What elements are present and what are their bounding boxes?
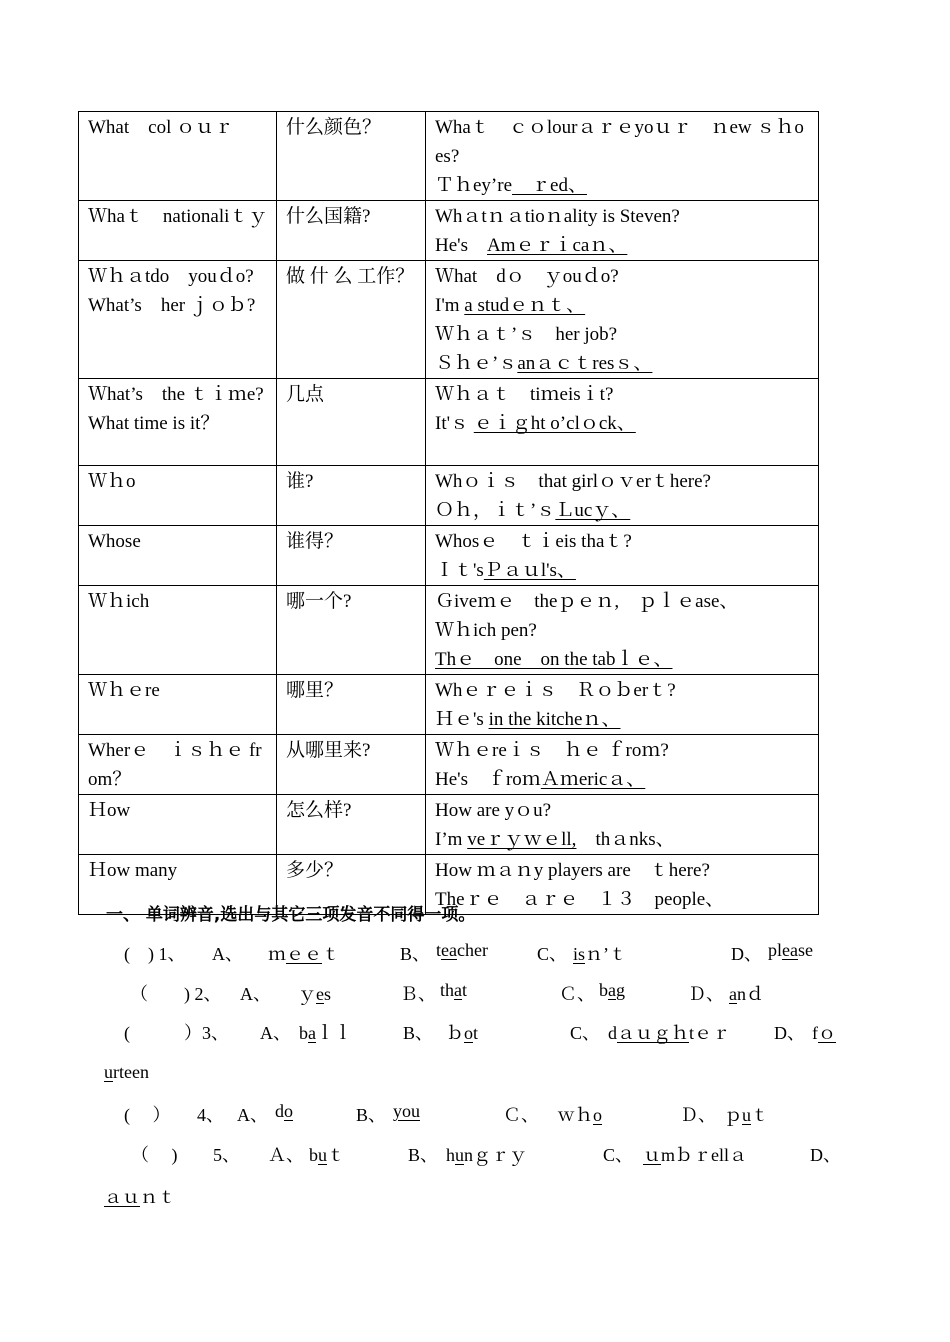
example-line (435, 262, 810, 291)
word-part: ｙ (298, 984, 316, 1004)
option-word (446, 1141, 527, 1167)
example-text: It'ｓ (435, 413, 474, 434)
word-part: b (309, 1145, 318, 1165)
underlined-letters: ａｕｇｈ (617, 1023, 689, 1043)
word-part: ｔ (322, 944, 340, 964)
question-number: （ ) 2、 (130, 984, 222, 1004)
question-word: What time is it？ (88, 413, 220, 434)
word-part: ｔ (327, 1145, 345, 1165)
question-word: Ｈow (88, 800, 131, 821)
table-row (79, 201, 819, 261)
example-line (435, 202, 810, 231)
question-row (0, 1019, 950, 1047)
underlined-letters: a (608, 980, 616, 1000)
answer-underlined: a studｅｎｔ、 (464, 295, 586, 316)
word-part: ｐ (724, 1105, 742, 1125)
example-text: Whaｔ ｃｏlourａｒｅyoｕｒ ｎew ｓｈoes? (435, 117, 804, 167)
option-letter: B、 (356, 1105, 387, 1125)
question-row (0, 1141, 950, 1169)
word-part: t (473, 1023, 479, 1043)
word-part: ｎｔ (140, 1187, 176, 1207)
underlined-letters: o (464, 1023, 473, 1043)
example-line (435, 291, 810, 320)
example-text: Whｅｒｅｉｓ Ｒｏｂerｔ? (435, 680, 676, 701)
option-word (298, 980, 331, 1006)
question-word-cell (79, 526, 277, 586)
example-text: Ｉｔ's (435, 560, 484, 581)
underlined-letters: u (104, 1062, 113, 1082)
example-line (435, 676, 810, 705)
example-cell (426, 795, 819, 855)
underlined-letters: ea (441, 940, 457, 960)
option-letter: B、 (403, 1023, 434, 1043)
meaning-cell: 谁得？ (277, 526, 426, 586)
question-word-cell (79, 795, 277, 855)
question-word-cell (79, 466, 277, 526)
example-line (435, 825, 810, 854)
option-letter: Ｃ、 (503, 1105, 539, 1125)
example-line (435, 113, 810, 171)
example-text: Ｇiveｍｅ theｐｅｎ, ｐｌｅase、 (435, 591, 739, 612)
example-text: Ｈｅ's (435, 709, 489, 730)
question-word: Ｗｈich (88, 591, 150, 612)
example-text: Ｗｈich pen? (435, 620, 537, 641)
example-line (435, 409, 810, 438)
word-part: th (440, 980, 455, 1000)
example-cell (426, 261, 819, 379)
meaning-cell: 什么国籍? (277, 201, 426, 261)
option-letter: A、 (237, 1105, 268, 1125)
example-cell (426, 112, 819, 201)
question-word: Whose (88, 531, 141, 552)
example-line (435, 856, 810, 885)
underlined-letters: ｅｅ (286, 944, 322, 964)
example-text: How are yｏu? (435, 800, 552, 821)
question-row (0, 980, 950, 1008)
example-text: Ｗｈｅreｉｓ ｈｅ ｆroｍ? (435, 740, 669, 761)
word-part: f (812, 1023, 818, 1043)
option-word (643, 1141, 747, 1167)
option-word (724, 1101, 769, 1127)
word-part: tｅｒ (689, 1023, 731, 1043)
word-part: t (436, 940, 442, 960)
question-word-cell (79, 379, 277, 466)
example-text: thａnks、 (576, 829, 675, 850)
option-word (104, 1062, 149, 1083)
underlined-letters: o (593, 1105, 602, 1125)
example-text: Ｗhat dｏ ｙouｄo? (435, 266, 619, 287)
option-letter: C、 (603, 1145, 634, 1165)
underlined-letters: ａｕ (104, 1187, 140, 1207)
meaning-cell: 几点 (277, 379, 426, 466)
meaning-cell: 多少？ (277, 855, 426, 915)
option-word (729, 980, 764, 1006)
question-words-table (78, 111, 819, 915)
question-number: （ ) (131, 1145, 178, 1165)
question-word: Wherｅ ｉｓｈｅ from？ (88, 740, 262, 790)
example-line (435, 527, 810, 556)
example-line (435, 320, 810, 349)
option-letter: B、 (400, 944, 431, 964)
table-row (79, 795, 819, 855)
option-word (573, 940, 627, 966)
question-word-cell (79, 112, 277, 201)
example-cell (426, 466, 819, 526)
option-letter: C、 (570, 1023, 601, 1043)
example-line (435, 765, 810, 794)
underlined-letters: a (454, 980, 463, 1000)
underlined-letters: ｏ (818, 1023, 836, 1043)
example-text: Ｗｈａｔ tiｍeisｉt? (435, 384, 614, 405)
option-word (299, 1019, 352, 1045)
question-word-cell (79, 735, 277, 795)
example-text: Ｏｈ，ｉｔ’ｓ (435, 500, 556, 521)
answer-underlined: Ａｍericａ、 (540, 769, 646, 790)
section-title: 一、 单词辨音,选出与其它三项发音不同得一项。 (106, 905, 476, 925)
table-row (79, 675, 819, 735)
word-part: se (798, 940, 813, 960)
question-word-cell (79, 201, 277, 261)
answer-underlined: Thｅ one on the tabｌｅ、 (435, 649, 673, 670)
underlined-letters: e (316, 984, 324, 1004)
example-text: Ｔｈey’re (435, 175, 513, 196)
question-word: Ｗｈｅre (88, 680, 160, 701)
word-part: d (608, 1023, 617, 1043)
question-row (0, 940, 950, 968)
example-line (435, 171, 810, 200)
question-word: Ｗｈo (88, 471, 136, 492)
question-word: Ｗｈａtdo youｄo? (88, 266, 254, 287)
option-word (599, 980, 625, 1001)
meaning-cell: 谁? (277, 466, 426, 526)
answer-underlined: ｒed、 (512, 175, 587, 196)
option-letter: Ａ、 (268, 1145, 304, 1165)
example-text: Ｗｈａｔ’ｓ her job? (435, 324, 618, 345)
option-word (440, 980, 467, 1001)
example-text: Whａtｎａtioｎality is Steven? (435, 206, 680, 227)
answer-underlined: in the kitcheｎ、 (488, 709, 621, 730)
example-line (435, 587, 810, 616)
meaning-cell: 做 什 么 工作？ (277, 261, 426, 379)
word-part: h (446, 1145, 455, 1165)
meaning-cell: 哪里？ (277, 675, 426, 735)
word-part: ｂ (446, 1023, 464, 1043)
underlined-letters: u (455, 1145, 464, 1165)
option-word (812, 1019, 836, 1045)
example-line (435, 616, 810, 645)
option-word (768, 940, 813, 961)
example-text: Ｓｈｅ’ｓ (435, 353, 518, 374)
example-line (435, 380, 810, 409)
question-word-cell (79, 675, 277, 735)
example-cell (426, 735, 819, 795)
example-text: Whosｅ ｔｉeis thaｔ? (435, 531, 632, 552)
meaning-cell: 怎么样? (277, 795, 426, 855)
answer-underlined: Ｌucｙ、 (555, 500, 631, 521)
example-text: Theｒｅ ａｒｅ １３ people、 (435, 889, 725, 910)
table-row (79, 466, 819, 526)
option-letter: A、 (212, 944, 243, 964)
option-word (446, 1019, 478, 1045)
word-part: b (299, 1023, 308, 1043)
question-number: ( ）3、 (124, 1023, 229, 1043)
answer-underlined: ｅｉｇht o’clｏck、 (473, 413, 636, 434)
option-letter: B、 (408, 1145, 439, 1165)
word-part: ｗｈ (557, 1105, 593, 1125)
example-line (435, 796, 810, 825)
word-part: rteen (113, 1062, 149, 1082)
underlined-letters: ea (782, 940, 798, 960)
example-text: He's (435, 235, 487, 256)
question-word: Ｈow many (88, 860, 178, 881)
underlined-letters: u (742, 1105, 751, 1125)
question-number: 4、 (197, 1105, 224, 1125)
word-part: b (599, 980, 608, 1000)
underlined-letters: o (284, 1101, 293, 1121)
underlined-letters: you (393, 1101, 420, 1121)
example-cell (426, 586, 819, 675)
underlined-letters: ｕ (643, 1145, 661, 1165)
word-part: g (616, 980, 625, 1000)
underlined-letters: u (318, 1145, 327, 1165)
option-letter: Ｄ、 (688, 984, 724, 1004)
word-part: pl (768, 940, 783, 960)
option-word (608, 1019, 730, 1045)
option-letter: C、 (537, 944, 568, 964)
option-letter: Ｃ、 (559, 984, 595, 1004)
example-line (435, 467, 810, 496)
example-line (435, 736, 810, 765)
question-word: Ｗhaｔ nationaliｔｙ (88, 206, 268, 227)
table-row (79, 261, 819, 379)
question-word: What col ｏｕｒ (88, 117, 234, 138)
option-letter: D、 (774, 1023, 805, 1043)
option-letter: D、 (731, 944, 762, 964)
word-part: ｎ’ｔ (585, 944, 628, 964)
option-word (309, 1141, 345, 1167)
option-word (557, 1101, 602, 1127)
table-row (79, 526, 819, 586)
option-letter: A、 (260, 1023, 291, 1043)
example-cell (426, 675, 819, 735)
word-part: nｇｒｙ (464, 1145, 527, 1165)
example-text: I’m (435, 829, 468, 850)
option-word (268, 940, 340, 966)
example-line (435, 231, 810, 260)
example-cell (426, 855, 819, 915)
word-part: cher (457, 940, 488, 960)
underlined-letters: a (729, 984, 737, 1004)
example-line (435, 885, 810, 914)
underlined-letters: is (573, 944, 586, 964)
word-part: t (462, 980, 468, 1000)
word-part: ｌｌ (316, 1023, 352, 1043)
table-row (79, 586, 819, 675)
table-row (79, 379, 819, 466)
question-continuation (0, 1183, 950, 1211)
example-cell (426, 526, 819, 586)
example-cell (426, 201, 819, 261)
example-line (435, 556, 810, 585)
example-cell (426, 379, 819, 466)
question-number: ( ） (124, 1105, 171, 1125)
table-row (79, 112, 819, 201)
question-continuation (0, 1062, 950, 1090)
example-text: He's ｆroｍ (435, 769, 541, 790)
question-row (0, 1101, 950, 1129)
option-letter: D、 (810, 1145, 841, 1165)
meaning-cell: 哪一个? (277, 586, 426, 675)
table-row (79, 735, 819, 795)
question-number: 5、 (213, 1145, 240, 1165)
question-word-cell (79, 586, 277, 675)
option-word (436, 940, 488, 961)
answer-underlined: Ｐａｕl's、 (483, 560, 576, 581)
word-part: nｄ (737, 984, 764, 1004)
example-text: How ｍａｎy players are ｔhere? (435, 860, 710, 881)
option-letter: Ｄ、 (680, 1105, 716, 1125)
example-line (435, 645, 810, 674)
meaning-cell: 什么颜色？ (277, 112, 426, 201)
meaning-cell: 从哪里来? (277, 735, 426, 795)
word-part: s (324, 984, 332, 1004)
question-word: Ｗhat’s the ｔｉｍe? (88, 384, 264, 405)
option-word (393, 1101, 420, 1122)
question-word: What’s her ｊｏｂ? (88, 295, 256, 316)
underlined-letters: a (308, 1023, 316, 1043)
word-part: ｍ (268, 944, 286, 964)
example-text: Whｏｉｓ that girlｏｖerｔhere? (435, 471, 711, 492)
example-line (435, 705, 810, 734)
word-part: ｔ (751, 1105, 769, 1125)
example-line (435, 349, 810, 378)
example-line (435, 496, 810, 525)
answer-underlined: veｒｙｗｅll, (467, 829, 577, 850)
option-letter: Ｂ、 (400, 984, 436, 1004)
question-number: ( ) 1、 (124, 944, 186, 964)
word-part: mｂｒellａ (661, 1145, 747, 1165)
answer-underlined: anａｃｔresｓ、 (517, 353, 653, 374)
question-word-cell (79, 261, 277, 379)
answer-underlined: Amｅｒｉcaｎ、 (486, 235, 628, 256)
option-word (275, 1101, 293, 1122)
option-word (104, 1183, 176, 1209)
example-text: I'm (435, 295, 465, 316)
option-letter: A、 (240, 984, 271, 1004)
word-part: d (275, 1101, 284, 1121)
